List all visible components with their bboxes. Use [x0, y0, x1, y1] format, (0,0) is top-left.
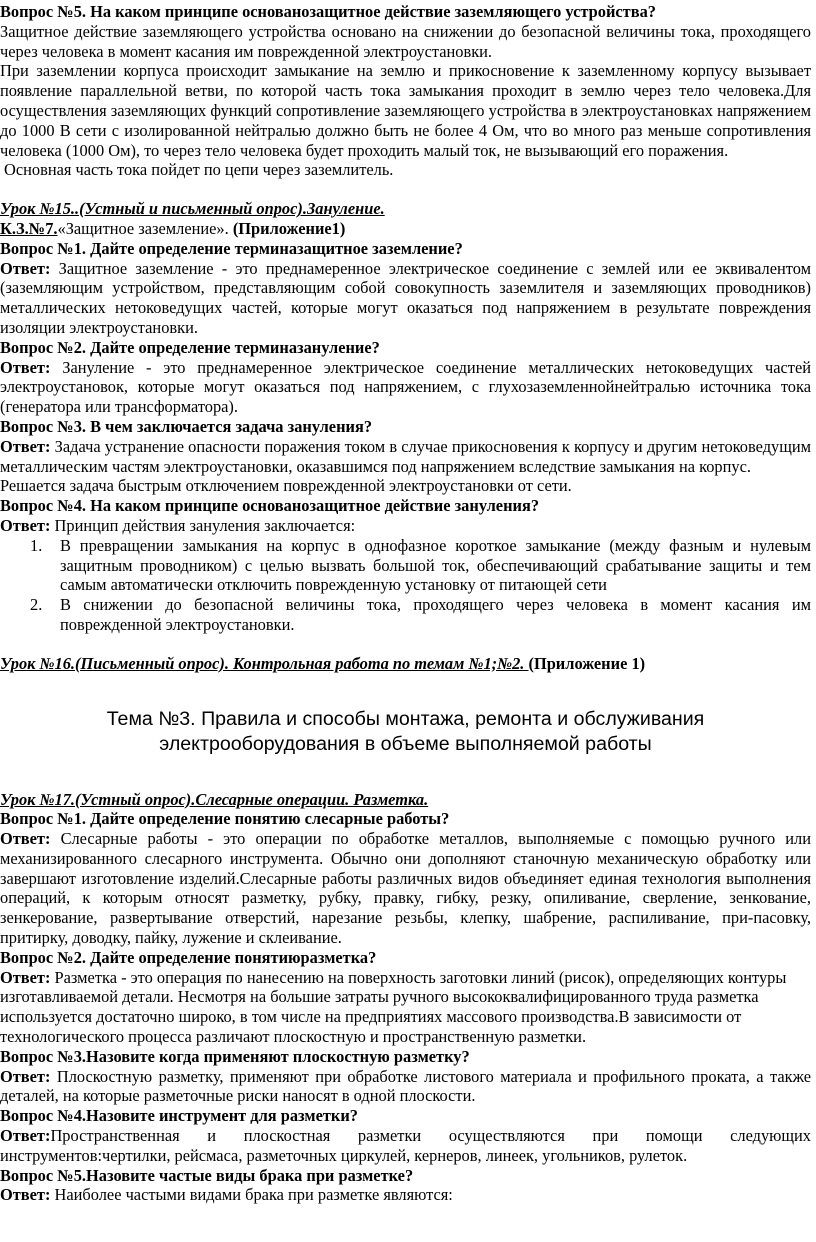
list-item-number: 2. — [30, 595, 43, 615]
answer-paragraph: Решается задача быстрым отключением поврежденной электроустановки от сети. — [0, 476, 572, 496]
lesson-title — [0, 790, 811, 810]
question-heading: Вопрос №3.Назовите когда применяют плоскостную разметку? — [0, 1046, 470, 1066]
answer-text: Слесарные работы - это операции по обработке металлов, выполняемые с помощью ручного или механизированного слесарного инструмента. Обычно они дополняют станочную механическую обработку или завершают изготовление изделий.Слесарные работы различных видов объединяет единая технология выполнения операций, к которым относят разметку, рубку, правку, гибку, резку, опиливание, сверление, зенкование, зенкерование, развертывание отверстий, нарезание резьбы, клепку, шабрение, распиливание, при-пасовку, притирку, доводку, пайку, лужение и склеивание. — [0, 829, 811, 948]
answer-label: Ответ: — [0, 1066, 51, 1086]
answer-text: Плоскостную разметку, применяют при обработке листового материала и профильного проката, а также деталей, на которые разметочные риски наносят в одной плоскости. — [0, 1066, 811, 1106]
answer-paragraph — [0, 968, 811, 1047]
lesson-title — [0, 199, 811, 219]
list-item-number: 1. — [30, 535, 43, 555]
appendix-ref: (Приложение 1) — [528, 653, 646, 673]
answer-paragraph — [0, 437, 811, 477]
question-heading: Вопрос №1. Дайте определение понятию слесарные работы? — [0, 809, 450, 829]
lesson-title-text: Урок №16.(Письменный опрос). Контрольная работа по темам №1;№2. — [0, 653, 529, 673]
question-heading: Вопрос №5. На каком принципе основанозащитное действие заземляющего устройства? — [0, 2, 656, 21]
answer-paragraph — [0, 829, 811, 948]
question-heading: Вопрос №4. На каком принципе основанозащитное действие зануления? — [0, 496, 540, 516]
lesson-title-text: Урок №17.(Устный опрос).Слесарные операции. Разметка. — [0, 789, 429, 809]
list-item-text: В превращении замыкания на корпус в однофазное короткое замыкание (между фазным и нулевым защитным проводником) с целью вызвать большой ток, обеспечивающий срабатывание защиты и тем самым автоматически отключить поврежденную установку от питающей сети — [60, 535, 811, 595]
lesson-title — [0, 654, 811, 674]
answer-paragraph — [0, 1185, 811, 1205]
answer-text: Пространственная и плоскостная разметки осуществляются при помощи следующих инструментов:чертилки, рейсмаса, разметочных циркулей, кернеров, линеек, угольников, рулеток. — [0, 1126, 811, 1165]
lesson-title-text: Урок №15..(Устный и письменный опрос).Зануление. — [0, 199, 385, 219]
answer-label: Ответ: — [0, 967, 51, 987]
spacer — [0, 776, 811, 790]
answer-paragraph — [0, 1126, 811, 1166]
kz-line — [0, 219, 811, 239]
spacer — [0, 757, 811, 776]
spacer — [0, 635, 811, 654]
question-heading: Вопрос №2. Дайте определение терминазануление? — [0, 337, 380, 357]
answer-label: Ответ: — [0, 436, 51, 456]
answer-paragraph — [0, 259, 811, 338]
question-heading: Вопрос №4.Назовите инструмент для разметки? — [0, 1106, 358, 1126]
appendix-ref: (Приложение1) — [232, 218, 346, 238]
answer-label: Ответ: — [0, 1126, 51, 1146]
answer-paragraph: Основная часть тока пойдет по цепи через заземлитель. — [4, 160, 394, 180]
question-heading: Вопрос №3. В чем заключается задача зануления? — [0, 416, 373, 436]
answer-label: Ответ: — [0, 515, 51, 535]
kz-text: «Защитное заземление». — [57, 218, 233, 238]
answer-paragraph: При заземлении корпуса происходит замыкание на землю и прикосновение к заземленному корпусу вызывает появление параллельной ветви, по которой часть тока замыкания проходит в землю через тело человека.Для осуществления заземляющих функций сопротивление заземляющего устройства в электроустановках напряжением до 1000 В сети с изолированной нейтралью должно быть не более 4 Ом, что во много раз меньше сопротивления человека (1000 Ом), то через тело человека будет проходить малый ток, не вызывающий его поражения. — [0, 61, 811, 160]
list-item — [0, 536, 811, 595]
answer-paragraph — [0, 1067, 811, 1107]
question-heading: Вопрос №1. Дайте определение терминазащитное заземление? — [0, 238, 463, 258]
answer-text: Наиболее частыми видами брака при разметке являются: — [50, 1185, 453, 1205]
answer-paragraph: Защитное действие заземляющего устройства основано на снижении до безопасной величины тока, проходящего через человека в момент касания им поврежденной электроустановки. — [0, 21, 811, 61]
topic-title: Тема №3. Правила и способы монтажа, ремонта и обслуживания электрооборудования в объеме выполняемой работы — [106, 707, 705, 755]
answer-label: Ответ: — [0, 258, 51, 278]
answer-label: Ответ: — [0, 357, 51, 377]
answer-text: Зануление - это преднамеренное электрическое соединение металлических нетоковедущих частей электроустановок, которые могут оказаться под напряжением, с глухозаземленнойнейтралью источника тока (генератора или трансформатора). — [0, 357, 811, 417]
spacer — [0, 674, 811, 693]
kz-label: К.З.№7. — [0, 218, 58, 238]
answer-label: Ответ: — [0, 1185, 51, 1205]
spacer — [0, 693, 811, 707]
numbered-list — [0, 536, 811, 635]
answer-text: Защитное заземление - это преднамеренное электрическое соединение с землей или ее эквивалентом (заземляющим устройством, представляющим собой совокупность заземлителя и заземляющих проводников) металлических нетоковедущих частей, которые могут оказаться под напряжением в результате повреждения изоляции электроустановки. — [0, 258, 811, 337]
answer-text: Разметка - это операция по нанесению на поверхность заготовки линий (рисок), определяющих контуры изготавливаемой детали. Несмотря на большие затраты ручного высококвалифицированного труда разметка используется достаточно широко, в том числе на предприятиях массового производства.В зависимости от технологического процесса различают плоскостную и пространственную разметки. — [0, 967, 787, 1047]
answer-label: Ответ: — [0, 829, 51, 849]
question-heading: Вопрос №5.Назовите частые виды брака при разметке? — [0, 1165, 414, 1185]
answer-text: Принцип действия зануления заключается: — [50, 515, 356, 535]
answer-paragraph — [0, 516, 811, 536]
answer-paragraph — [0, 358, 811, 417]
answer-text: Задача устранение опасности поражения током в случае прикосновения к корпусу и другим нетоковедущим металлическим частям электроустановки, оказавшимся под напряжением вследствие замыкания на корпус. — [0, 436, 811, 476]
list-item — [0, 595, 811, 635]
spacer — [0, 180, 811, 199]
question-heading: Вопрос №2. Дайте определение понятиюразметка? — [0, 947, 377, 967]
list-item-text: В снижении до безопасной величины тока, проходящего через человека в момент касания им поврежденной электроустановки. — [60, 595, 811, 634]
